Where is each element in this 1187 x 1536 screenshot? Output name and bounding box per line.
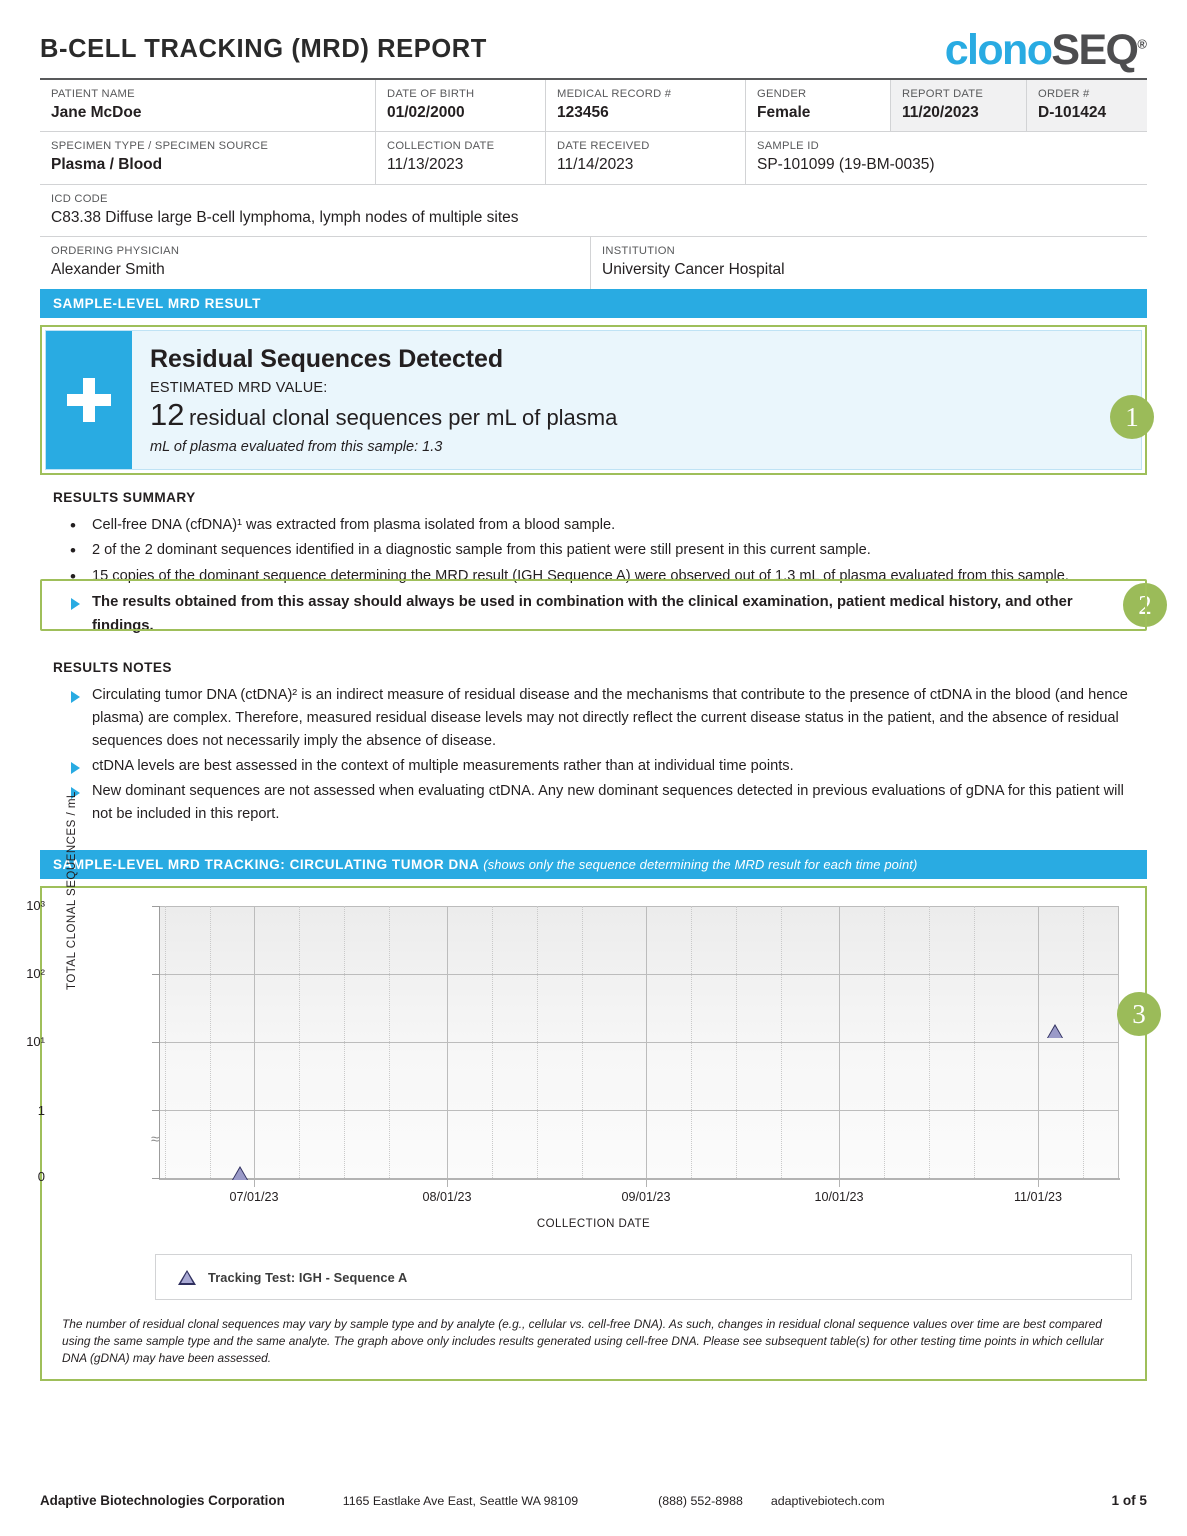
- x-tick-mark: [646, 1180, 647, 1187]
- chart-footnote: The number of residual clonal sequences may vary by sample type and by analyte (e.g., cellular vs. cell-free DNA). As such, changes in residual clonal sequence values over time are best compared using the same sample type and the same analyte. The graph above only includes results generated using cell-free DNA. Please see subsequent table(s) for other testing time points in which cellular DNA (gDNA) may have been assessed.: [62, 1317, 1104, 1366]
- list-item: [66, 684, 1131, 753]
- field-value: University Cancer Hospital: [602, 261, 785, 279]
- x-tick-mark: [839, 1180, 840, 1187]
- y-tick-mark: [152, 1110, 160, 1111]
- y-tick-mark: [152, 906, 160, 907]
- mrd-result-highlight-box: [40, 325, 1147, 475]
- field-specimen-type: [40, 132, 375, 183]
- field-label: INSTITUTION: [602, 245, 675, 258]
- field-value: 11/13/2023: [387, 156, 464, 174]
- field-label: MEDICAL RECORD #: [557, 88, 672, 100]
- field-label: ICD CODE: [51, 192, 108, 205]
- registered-trademark-icon: ®: [1137, 36, 1147, 52]
- results-note-3: New dominant sequences are not assessed when evaluating ctDNA. Any new dominant sequences detected in previous evaluations of gDNA for this patient will not be included in this report.: [92, 783, 1124, 823]
- field-label: PATIENT NAME: [51, 88, 135, 100]
- field-patient-name: [40, 80, 375, 131]
- gridline-minor: [492, 906, 493, 1178]
- field-date-received: [545, 132, 745, 183]
- field-value: Female: [757, 104, 811, 121]
- field-ordering-physician: [40, 237, 590, 288]
- gridline-minor: [299, 906, 300, 1178]
- gridline-minor: [537, 906, 538, 1178]
- y-tick-label: 1: [37, 1103, 45, 1119]
- field-value: Jane McDoe: [51, 104, 142, 121]
- field-value: SP-101099 (19-BM-0035): [757, 156, 935, 174]
- field-value: 11/14/2023: [557, 156, 634, 174]
- field-label: ORDER #: [1038, 88, 1090, 100]
- gridline-month-11: [1038, 906, 1039, 1178]
- patient-info-row-1: [40, 80, 1147, 132]
- results-note-2: ctDNA levels are best assessed in the context of multiple measurements rather than at individual time points.: [92, 758, 794, 775]
- footer-page-number: 1 of 5: [1111, 1493, 1147, 1508]
- field-icd-code: [40, 185, 1147, 236]
- x-tick-label: 09/01/23: [621, 1190, 671, 1205]
- list-item: [66, 539, 1126, 562]
- gridline-minor: [1083, 906, 1084, 1178]
- y-tick-mark: [152, 974, 160, 975]
- field-label: SPECIMEN TYPE / SPECIMEN SOURCE: [51, 140, 269, 153]
- mrd-value-unit: residual clonal sequences per mL of plasma: [188, 404, 618, 430]
- data-point-marker-fill: [233, 1168, 247, 1180]
- x-tick-label: 08/01/23: [422, 1190, 472, 1205]
- summary-bullet-1: Cell-free DNA (cfDNA)¹ was extracted from plasma isolated from a blood sample.: [92, 516, 616, 533]
- x-tick-label: 07/01/23: [229, 1190, 279, 1205]
- x-tick-label: 10/01/23: [814, 1190, 864, 1205]
- field-value: C83.38 Diffuse large B-cell lymphoma, lymph nodes of multiple sites: [51, 208, 519, 226]
- callout-marker-2: 2: [1123, 583, 1167, 627]
- results-notes-list: [66, 684, 1147, 826]
- field-label: COLLECTION DATE: [387, 140, 495, 153]
- y-tick-mark: [152, 1042, 160, 1043]
- gridline-minor: [165, 906, 166, 1178]
- list-item: [66, 514, 1126, 537]
- field-collection-date: [375, 132, 545, 183]
- gridline-minor: [389, 906, 390, 1178]
- chart-legend: [155, 1254, 1132, 1300]
- results-summary-heading: RESULTS SUMMARY: [53, 489, 196, 505]
- field-label: REPORT DATE: [902, 88, 984, 100]
- x-tick-mark: [254, 1180, 255, 1187]
- estimated-mrd-label: ESTIMATED MRD VALUE:: [150, 379, 328, 396]
- y-tick-label: 10³: [26, 898, 45, 914]
- tracking-band-subtitle: (shows only the sequence determining the MRD result for each time point): [483, 857, 918, 873]
- field-value: 01/02/2000: [387, 104, 465, 121]
- list-item: [66, 780, 1131, 826]
- patient-info-table: [40, 78, 1147, 289]
- gridline-minor: [929, 906, 930, 1178]
- field-label: DATE RECEIVED: [557, 140, 650, 153]
- gridline-minor: [210, 906, 211, 1178]
- chart-legend-label: Tracking Test: IGH - Sequence A: [208, 1269, 408, 1285]
- field-value: 123456: [557, 104, 609, 121]
- gridline-minor: [884, 906, 885, 1178]
- y-tick-label: 0: [37, 1169, 45, 1185]
- gridline-minor: [974, 906, 975, 1178]
- mrd-tracking-band: [40, 850, 1147, 879]
- gridline-minor: [781, 906, 782, 1178]
- summary-bullet-3: 15 copies of the dominant sequence determining the MRD result (IGH Sequence A) were observed out of 1.3 mL of plasma evaluated from this sample.: [92, 567, 1069, 584]
- field-label: SAMPLE ID: [757, 140, 819, 153]
- gridline-month-07: [254, 906, 255, 1178]
- plasma-volume-note: mL of plasma evaluated from this sample: 1.3: [150, 438, 443, 455]
- list-item: [66, 591, 1131, 638]
- chart-x-axis: [159, 1178, 1120, 1180]
- callout-marker-3: 3: [1117, 992, 1161, 1036]
- logo-text-seq: SEQ: [1051, 26, 1138, 74]
- field-label: ORDERING PHYSICIAN: [51, 245, 180, 258]
- axis-break-icon: ≈: [151, 1131, 159, 1149]
- positive-result-indicator: [46, 331, 132, 469]
- page-title: B-CELL TRACKING (MRD) REPORT: [40, 35, 487, 63]
- x-tick-mark: [447, 1180, 448, 1187]
- footer-phone: (888) 552-8988: [658, 1494, 743, 1508]
- field-order-number: [1026, 80, 1147, 131]
- gridline-minor: [582, 906, 583, 1178]
- callout-marker-1: 1: [1110, 395, 1154, 439]
- gridline-month-09: [646, 906, 647, 1178]
- field-value: Alexander Smith: [51, 261, 165, 279]
- list-item: [66, 565, 1126, 588]
- gridline-month-08: [447, 906, 448, 1178]
- list-item: [66, 755, 1131, 778]
- y-tick-label: 10¹: [26, 1034, 45, 1050]
- gridline-minor: [344, 906, 345, 1178]
- x-tick-label: 11/01/23: [1013, 1190, 1063, 1205]
- field-institution: [590, 237, 1147, 288]
- gridline-minor: [691, 906, 692, 1178]
- results-note-1: Circulating tumor DNA (ctDNA)² is an indirect measure of residual disease and the mechanisms that contribute to the presence of ctDNA in the blood (and hence plasma) are complex. Therefore, measured residual disease levels may not directly reflect the current disease status in the patient, and the absence of residual sequences does not necessarily imply the absence of disease.: [92, 687, 1128, 750]
- field-sample-id: [745, 132, 1147, 183]
- field-gender: [745, 80, 890, 131]
- page-footer: [40, 1493, 1147, 1508]
- clinical-combination-note: The results obtained from this assay should always be used in combination with the clinical examination, patient medical history, and other findings.: [92, 594, 1073, 634]
- chart-y-axis-label: TOTAL CLONAL SEQUENCES / mL: [66, 791, 78, 991]
- tracking-band-title: SAMPLE-LEVEL MRD TRACKING: CIRCULATING TUMOR DNA: [53, 857, 479, 873]
- mrd-result-panel: [45, 330, 1142, 470]
- field-label: DATE OF BIRTH: [387, 88, 475, 100]
- report-header: [40, 0, 1147, 78]
- logo-text-clono: clono: [944, 26, 1052, 74]
- chart-plot-area: [159, 906, 1119, 1178]
- field-label: GENDER: [757, 88, 807, 100]
- gridline-month-10: [839, 906, 840, 1178]
- x-tick-mark: [1038, 1180, 1039, 1187]
- y-tick-mark: [152, 1178, 160, 1179]
- patient-info-row-provider: [40, 237, 1147, 288]
- field-medical-record: [545, 80, 745, 131]
- gridline-minor: [736, 906, 737, 1178]
- results-summary-arrow-note-list: [66, 591, 1147, 638]
- mrd-headline: Residual Sequences Detected: [150, 344, 503, 373]
- mrd-value-number: 12: [150, 396, 185, 432]
- triangle-marker-icon: [178, 1270, 196, 1285]
- patient-info-row-2: [40, 132, 1147, 184]
- summary-bullet-2: 2 of the 2 dominant sequences identified in a diagnostic sample from this patient were still present in this current sample.: [92, 542, 871, 559]
- y-tick-label: 10²: [26, 966, 45, 982]
- field-date-of-birth: [375, 80, 545, 131]
- footer-corporation: Adaptive Biotechnologies Corporation: [40, 1493, 285, 1508]
- plus-icon: [67, 378, 111, 422]
- field-value: 11/20/2023: [902, 104, 979, 121]
- patient-info-row-icd: [40, 185, 1147, 237]
- results-notes-heading: RESULTS NOTES: [53, 660, 172, 676]
- sample-level-mrd-result-band: SAMPLE-LEVEL MRD RESULT: [40, 289, 1147, 318]
- footer-website[interactable]: adaptivebiotech.com: [770, 1494, 885, 1508]
- footer-address: 1165 Eastlake Ave East, Seattle WA 98109: [342, 1494, 579, 1508]
- field-value: D-101424: [1038, 104, 1107, 121]
- field-value: Plasma / Blood: [51, 156, 163, 174]
- mrd-result-body: [132, 331, 617, 469]
- data-point-marker-fill: [1048, 1026, 1062, 1038]
- mrd-value-line: [150, 397, 617, 433]
- chart-x-axis-label: COLLECTION DATE: [536, 1218, 651, 1231]
- clonoseq-logo: [944, 26, 1147, 74]
- results-summary-list: [66, 514, 1147, 588]
- field-report-date: [890, 80, 1026, 131]
